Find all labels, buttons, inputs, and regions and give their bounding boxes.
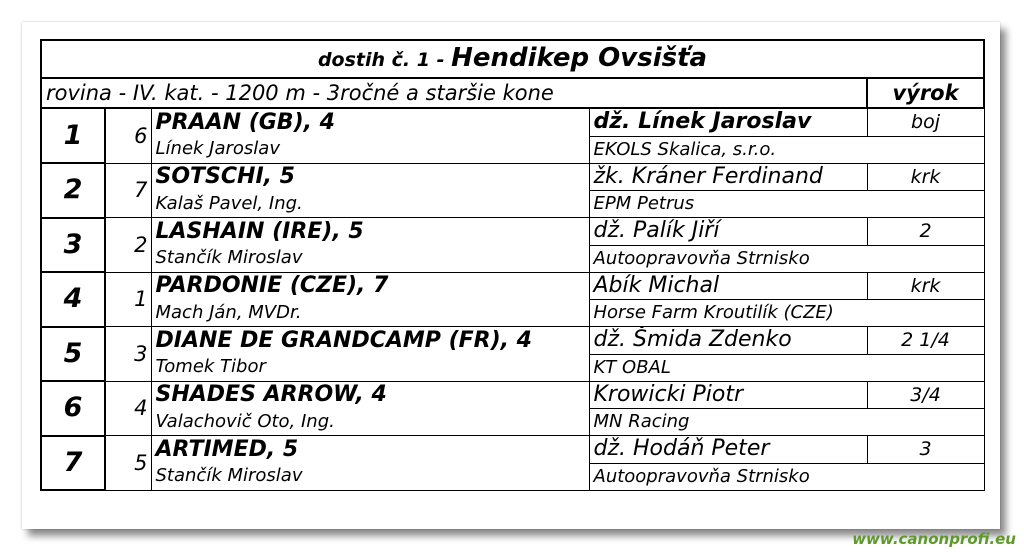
race-title bbox=[41, 40, 984, 78]
owner-name: EPM Petrus bbox=[589, 191, 984, 218]
entry-subrow bbox=[41, 463, 984, 490]
horse-name: ARTIMED, 5 bbox=[151, 436, 589, 464]
result-margin: 3 bbox=[867, 436, 984, 464]
finish-place: 1 bbox=[41, 108, 105, 163]
entry-subrow bbox=[41, 191, 984, 218]
start-number: 3 bbox=[105, 327, 151, 382]
entry-subrow bbox=[41, 354, 984, 381]
start-number: 5 bbox=[105, 436, 151, 491]
horse-name: SOTSCHI, 5 bbox=[151, 163, 589, 191]
owner-name: Horse Farm Kroutilík (CZE) bbox=[589, 300, 984, 327]
entry-row bbox=[41, 436, 984, 464]
finish-place: 4 bbox=[41, 272, 105, 327]
result-margin: boj bbox=[867, 108, 984, 136]
trainer-name: Kalaš Pavel, Ing. bbox=[151, 191, 589, 218]
horse-name: SHADES ARROW, 4 bbox=[151, 381, 589, 409]
horse-name: PRAAN (GB), 4 bbox=[151, 108, 589, 136]
jockey-name: dž. Palík Jiří bbox=[589, 218, 867, 246]
owner-name: KT OBAL bbox=[589, 354, 984, 381]
result-margin: krk bbox=[867, 163, 984, 191]
start-number: 1 bbox=[105, 272, 151, 327]
owner-name: Autoopravovňa Strnisko bbox=[589, 245, 984, 272]
race-results-table bbox=[40, 39, 985, 491]
results-sheet bbox=[22, 22, 1000, 529]
result-margin: 2 bbox=[867, 218, 984, 246]
entry-row bbox=[41, 163, 984, 191]
horse-name: PARDONIE (CZE), 7 bbox=[151, 272, 589, 300]
jockey-name: dž. Šmida Zdenko bbox=[589, 327, 867, 355]
finish-place: 5 bbox=[41, 327, 105, 382]
start-number: 6 bbox=[105, 108, 151, 163]
entry-row bbox=[41, 327, 984, 355]
trainer-name: Stančík Miroslav bbox=[151, 245, 589, 272]
finish-place: 2 bbox=[41, 163, 105, 218]
race-conditions: rovina - IV. kat. - 1200 m - 3ročné a staršie kone bbox=[41, 78, 867, 108]
jockey-name: Krowicki Piotr bbox=[589, 381, 867, 409]
jockey-name: dž. Línek Jaroslav bbox=[589, 108, 867, 136]
race-number: dostih č. 1 - bbox=[317, 49, 452, 71]
entry-row bbox=[41, 218, 984, 246]
horse-name: DIANE DE GRANDCAMP (FR), 4 bbox=[151, 327, 589, 355]
trainer-name: Stančík Miroslav bbox=[151, 463, 589, 490]
result-margin: 2 1/4 bbox=[867, 327, 984, 355]
horse-name: LASHAIN (IRE), 5 bbox=[151, 218, 589, 246]
owner-name: MN Racing bbox=[589, 409, 984, 436]
start-number: 4 bbox=[105, 381, 151, 436]
owner-name: Autoopravovňa Strnisko bbox=[589, 463, 984, 490]
jockey-name: dž. Hodáň Peter bbox=[589, 436, 867, 464]
entry-subrow bbox=[41, 245, 984, 272]
race-name: Hendikep Ovsišťa bbox=[451, 43, 708, 73]
trainer-name: Mach Ján, MVDr. bbox=[151, 300, 589, 327]
jockey-name: žk. Kráner Ferdinand bbox=[589, 163, 867, 191]
title-row bbox=[41, 40, 984, 78]
result-margin: 3/4 bbox=[867, 381, 984, 409]
result-column-header: výrok bbox=[867, 78, 984, 108]
trainer-name: Línek Jaroslav bbox=[151, 136, 589, 163]
start-number: 2 bbox=[105, 218, 151, 273]
conditions-row bbox=[41, 78, 984, 108]
trainer-name: Valachovič Oto, Ing. bbox=[151, 409, 589, 436]
entry-row bbox=[41, 108, 984, 136]
owner-name: EKOLS Skalica, s.r.o. bbox=[589, 136, 984, 163]
entry-row bbox=[41, 381, 984, 409]
finish-place: 6 bbox=[41, 381, 105, 436]
finish-place: 7 bbox=[41, 436, 105, 491]
entry-subrow bbox=[41, 136, 984, 163]
entry-subrow bbox=[41, 409, 984, 436]
finish-place: 3 bbox=[41, 218, 105, 273]
jockey-name: Abík Michal bbox=[589, 272, 867, 300]
entry-subrow bbox=[41, 300, 984, 327]
entry-row bbox=[41, 272, 984, 300]
result-margin: krk bbox=[867, 272, 984, 300]
start-number: 7 bbox=[105, 163, 151, 218]
trainer-name: Tomek Tibor bbox=[151, 354, 589, 381]
watermark-text: www.canonprofi.eu bbox=[852, 530, 1016, 548]
